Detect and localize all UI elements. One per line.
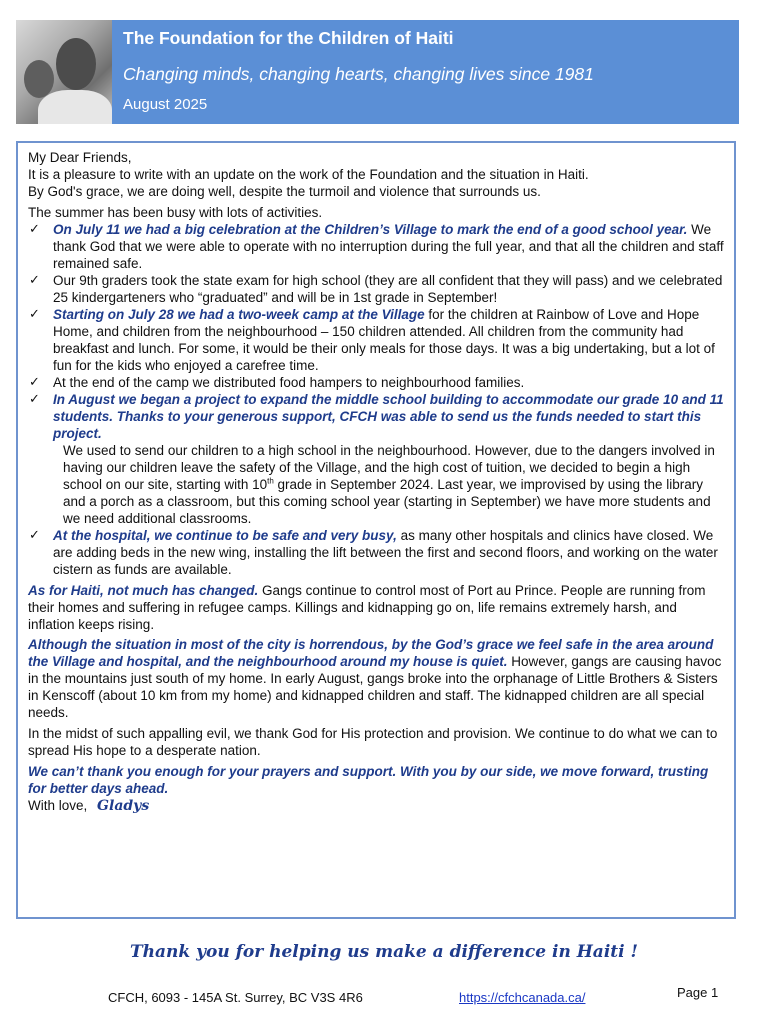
greeting: My Dear Friends, — [28, 150, 132, 165]
summer-line: The summer has been busy with lots of activities. — [28, 205, 323, 220]
signoff — [28, 797, 724, 815]
intro-line-2: By God's grace, we are doing well, despite the turmoil and violence that surrounds us. — [28, 184, 541, 199]
list-item — [28, 527, 724, 578]
item-highlight: On July 11 we had a big celebration at the Children’s Village to mark the end of a good school year. — [53, 222, 688, 237]
check-icon: ✓ — [29, 528, 40, 543]
check-icon: ✓ — [29, 222, 40, 237]
check-icon: ✓ — [29, 392, 40, 407]
project-paragraph: We used to send our children to a high school in the neighbourhood. However, due to the dangers involved in having our children leave the safety of the Village, and the high cost of tuition, we decided to begin a high school on our site, starting with 10th grade in September 2024. Last year, we improvised by using the library and a porch as a classroom, but this coming school year (starting in September) we have more students and we need additional classrooms. — [63, 443, 715, 526]
newsletter-date: August 2025 — [123, 96, 208, 113]
safety-paragraph: Although the situation in most of the city is horrendous, by the God’s grace we feel safe in the area around the Village and hospital, and the neighbourhood around my house is quiet. However, gangs are causing havoc in the mountains just south of my home. In early August, gangs broke into the orphanage of Little Brothers & Sisters in Kenscoff (about 10 km from my home) and kidnapped children and staff. The kidnapped children are all special needs. — [28, 637, 722, 720]
list-item — [28, 374, 724, 391]
page-number: Page 1 — [677, 985, 719, 1000]
footer-address: CFCH, 6093 - 145A St. Surrey, BC V3S 4R6 — [108, 990, 363, 1005]
letter-box — [16, 141, 736, 919]
item-text: Our 9th graders took the state exam for high school (they are all confident that they will pass) and we celebrated 25 kindergarteners who “graduated” and will be in 1st grade in September! — [53, 273, 723, 305]
list-item — [28, 391, 724, 442]
list-item — [28, 272, 724, 306]
signoff-text: With love, — [28, 798, 88, 813]
signature: Gladys — [97, 798, 150, 814]
check-icon: ✓ — [29, 307, 40, 322]
item-highlight: At the hospital, we continue to be safe and very busy, — [53, 528, 397, 543]
thank-you-banner: Thank you for helping us make a difference in Haiti ! — [130, 942, 638, 962]
newsletter-title: The Foundation for the Children of Haiti — [123, 28, 454, 48]
evil-paragraph: In the midst of such appalling evil, we thank God for His protection and provision. We continue to do what we can to spread His hope to a desperate nation. — [28, 726, 718, 758]
intro-line-1: It is a pleasure to write with an update on the work of the Foundation and the situation in Haiti. — [28, 167, 589, 182]
check-icon: ✓ — [29, 273, 40, 288]
photo-of-woman-and-child — [16, 20, 112, 124]
newsletter-header — [16, 20, 739, 124]
activity-list — [28, 221, 724, 442]
check-icon: ✓ — [29, 375, 40, 390]
item-text: as many other hospitals and clinics have closed. We are adding beds in the new wing, installing the lift between the first and second floors, and working on the water cistern as funds are available. — [53, 528, 718, 577]
item-text: We thank God that we were able to operate with no interruption during the full year, and that all the children and staff remained safe. — [53, 222, 724, 271]
newsletter-tagline: Changing minds, changing hearts, changing lives since 1981 — [123, 64, 594, 84]
item-highlight: Starting on July 28 we had a two-week camp at the Village — [53, 307, 425, 322]
item-text: for the children at Rainbow of Love and Hope Home, and children from the neighbourhood – 150 children attended. All children from the community had breakfast and lunch. For some, it would be their only meals for those days. It was a big undertaking, but a lot of fun for the kids who enjoyed a carefree time. — [53, 307, 715, 373]
haiti-paragraph: As for Haiti, not much has changed. Gangs continue to control most of Port au Prince. People are running from their homes and suffering in refugee camps. Killings and kidnapping go on, life remains extremely harsh, and inflation keeps rising. — [28, 583, 706, 632]
item-highlight: In August we began a project to expand the middle school building to accommodate our grade 10 and 11 students. Thanks to your generous support, CFCH was able to send us the funds needed to start this project. — [53, 392, 724, 441]
list-item — [28, 306, 724, 374]
item-text: At the end of the camp we distributed food hampers to neighbourhood families. — [53, 375, 525, 390]
activity-list-continued — [28, 527, 724, 578]
website-link[interactable]: https://cfchcanada.ca/ — [459, 990, 586, 1005]
list-item — [28, 221, 724, 272]
thanks-paragraph: We can’t thank you enough for your prayers and support. With you by our side, we move forward, trusting for better days ahead. — [28, 764, 709, 796]
